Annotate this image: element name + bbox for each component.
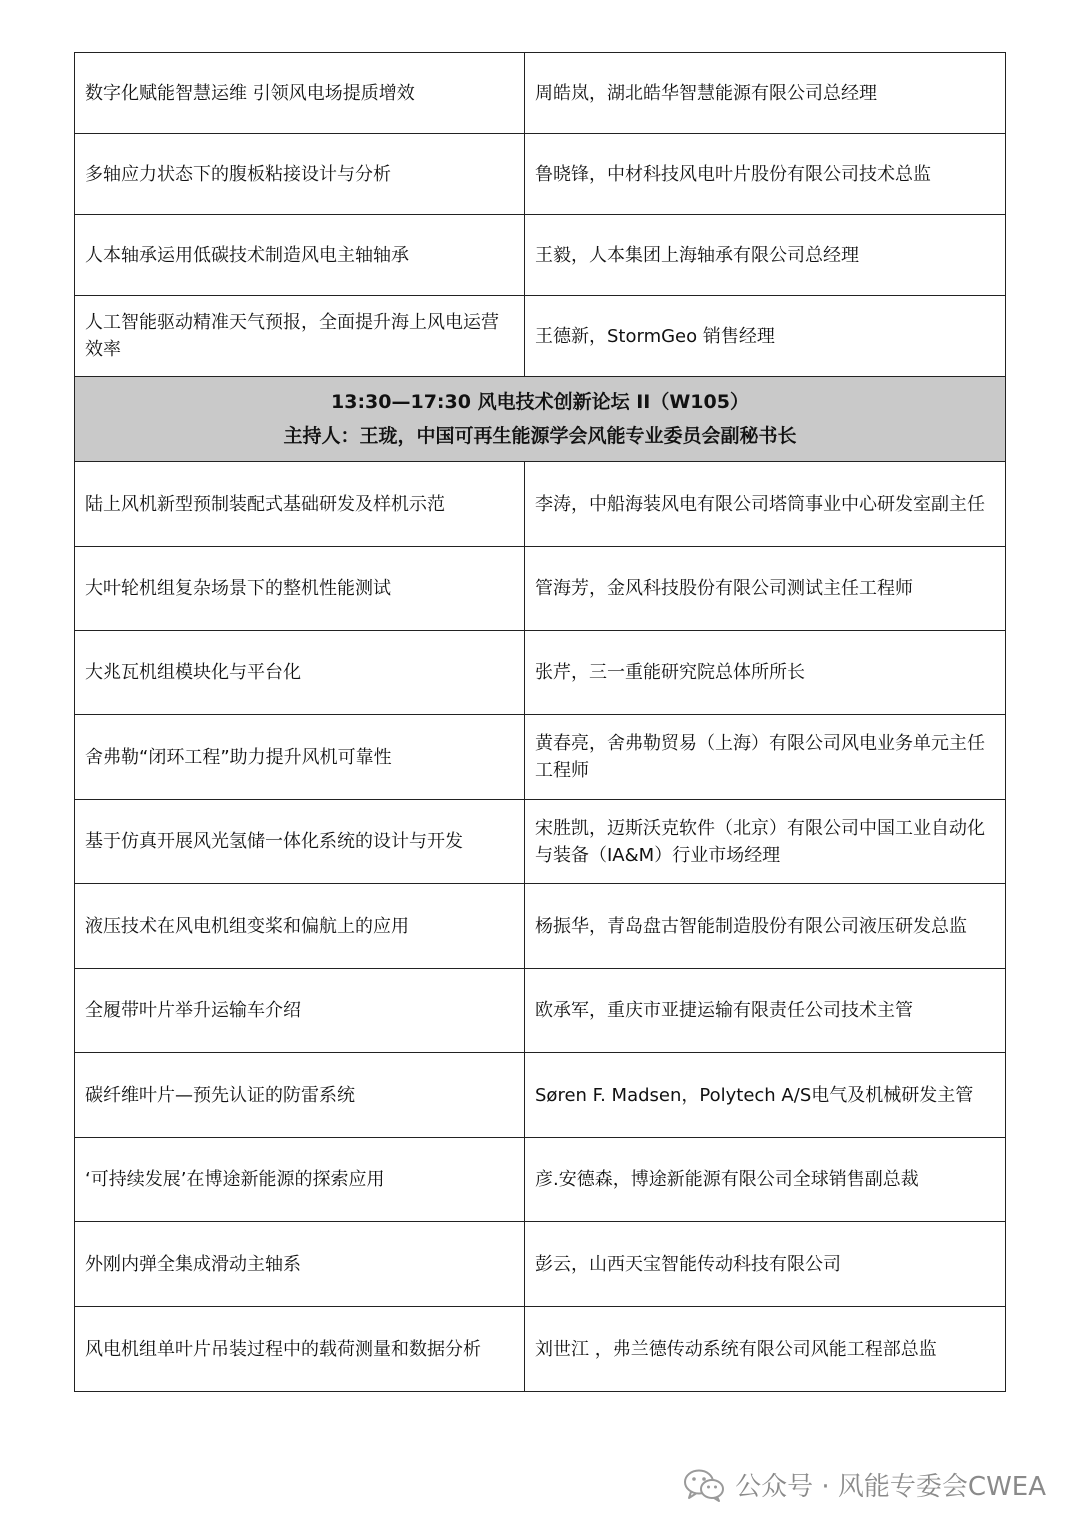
speaker-cell: 彭云，山西天宝智能传动科技有限公司 <box>535 1253 841 1275</box>
table-row <box>75 1053 1005 1138</box>
table-row <box>75 1222 1005 1307</box>
topic-cell: 多轴应力状态下的腹板粘接设计与分析 <box>75 134 525 214</box>
footer-watermark <box>683 1466 1046 1503</box>
speaker-cell: 王德新，StormGeo 销售经理 <box>535 325 775 347</box>
topic-cell: 大兆瓦机组模块化与平台化 <box>75 631 525 714</box>
table-row <box>75 969 1005 1053</box>
speaker-cell: 周皓岚，湖北皓华智慧能源有限公司总经理 <box>535 82 877 104</box>
table-row <box>75 462 1005 547</box>
speaker-cell: Søren F. Madsen，Polytech A/S电气及机械研发主管 <box>535 1084 974 1106</box>
speaker-cell: 彦.安德森，博途新能源有限公司全球销售副总裁 <box>535 1169 919 1190</box>
speaker-cell: 宋胜凯，迈斯沃克软件（北京）有限公司中国工业自动化与装备（IA&M）行业市场经理 <box>535 817 985 866</box>
speaker-cell: 王毅，人本集团上海轴承有限公司总经理 <box>535 244 859 266</box>
table-row <box>75 547 1005 631</box>
table-row <box>75 1307 1005 1391</box>
topic-cell: 风电机组单叶片吊装过程中的载荷测量和数据分析 <box>75 1307 525 1391</box>
topic-cell: 碳纤维叶片—预先认证的防雷系统 <box>75 1053 525 1137</box>
table-row <box>75 134 1005 215</box>
table-row <box>75 215 1005 296</box>
topic-cell: ‘可持续发展’在博途新能源的探索应用 <box>75 1138 525 1221</box>
table-row <box>75 800 1005 884</box>
speaker-cell: 黄春亮，舍弗勒贸易（上海）有限公司风电业务单元主任工程师 <box>535 733 985 781</box>
topic-cell: 人工智能驱动精准天气预报，全面提升海上风电运营效率 <box>75 296 525 376</box>
table-row <box>75 53 1005 134</box>
table-row <box>75 1138 1005 1222</box>
speaker-cell: 刘世江 ，弗兰德传动系统有限公司风能工程部总监 <box>535 1338 937 1360</box>
table-row <box>75 631 1005 715</box>
speaker-cell: 张芹，三一重能研究院总体所所长 <box>535 662 805 683</box>
topic-cell: 数字化赋能智慧运维 引领风电场提质增效 <box>75 53 525 133</box>
topic-cell: 全履带叶片举升运输车介绍 <box>75 969 525 1052</box>
table-row <box>75 715 1005 800</box>
session-header <box>75 377 1005 462</box>
speaker-cell: 杨振华，青岛盘古智能制造股份有限公司液压研发总监 <box>535 915 967 937</box>
topic-cell: 舍弗勒“闭环工程”助力提升风机可靠性 <box>75 715 525 799</box>
session-title: 13:30—17:30 风电技术创新论坛 II（W105） <box>331 391 749 413</box>
speaker-cell: 欧承军，重庆市亚捷运输有限责任公司技术主管 <box>535 1000 913 1021</box>
topic-cell: 外刚内弹全集成滑动主轴系 <box>75 1222 525 1306</box>
agenda-table <box>74 52 1006 1392</box>
topic-cell: 大叶轮机组复杂场景下的整机性能测试 <box>75 547 525 630</box>
wechat-icon <box>683 1468 725 1502</box>
footer-text: 公众号 · 风能专委会CWEA <box>735 1472 1046 1502</box>
speaker-cell: 管海芳，金风科技股份有限公司测试主任工程师 <box>535 578 913 599</box>
topic-cell: 人本轴承运用低碳技术制造风电主轴轴承 <box>75 215 525 295</box>
topic-cell: 液压技术在风电机组变桨和偏航上的应用 <box>75 884 525 968</box>
speaker-cell: 李涛，中船海装风电有限公司塔筒事业中心研发室副主任 <box>535 493 985 515</box>
table-row <box>75 884 1005 969</box>
speaker-cell: 鲁晓锋，中材科技风电叶片股份有限公司技术总监 <box>535 163 931 185</box>
session-host: 主持人：王珑，中国可再生能源学会风能专业委员会副秘书长 <box>283 425 797 447</box>
table-row <box>75 296 1005 377</box>
topic-cell: 基于仿真开展风光氢储一体化系统的设计与开发 <box>75 800 525 883</box>
topic-cell: 陆上风机新型预制装配式基础研发及样机示范 <box>75 462 525 546</box>
